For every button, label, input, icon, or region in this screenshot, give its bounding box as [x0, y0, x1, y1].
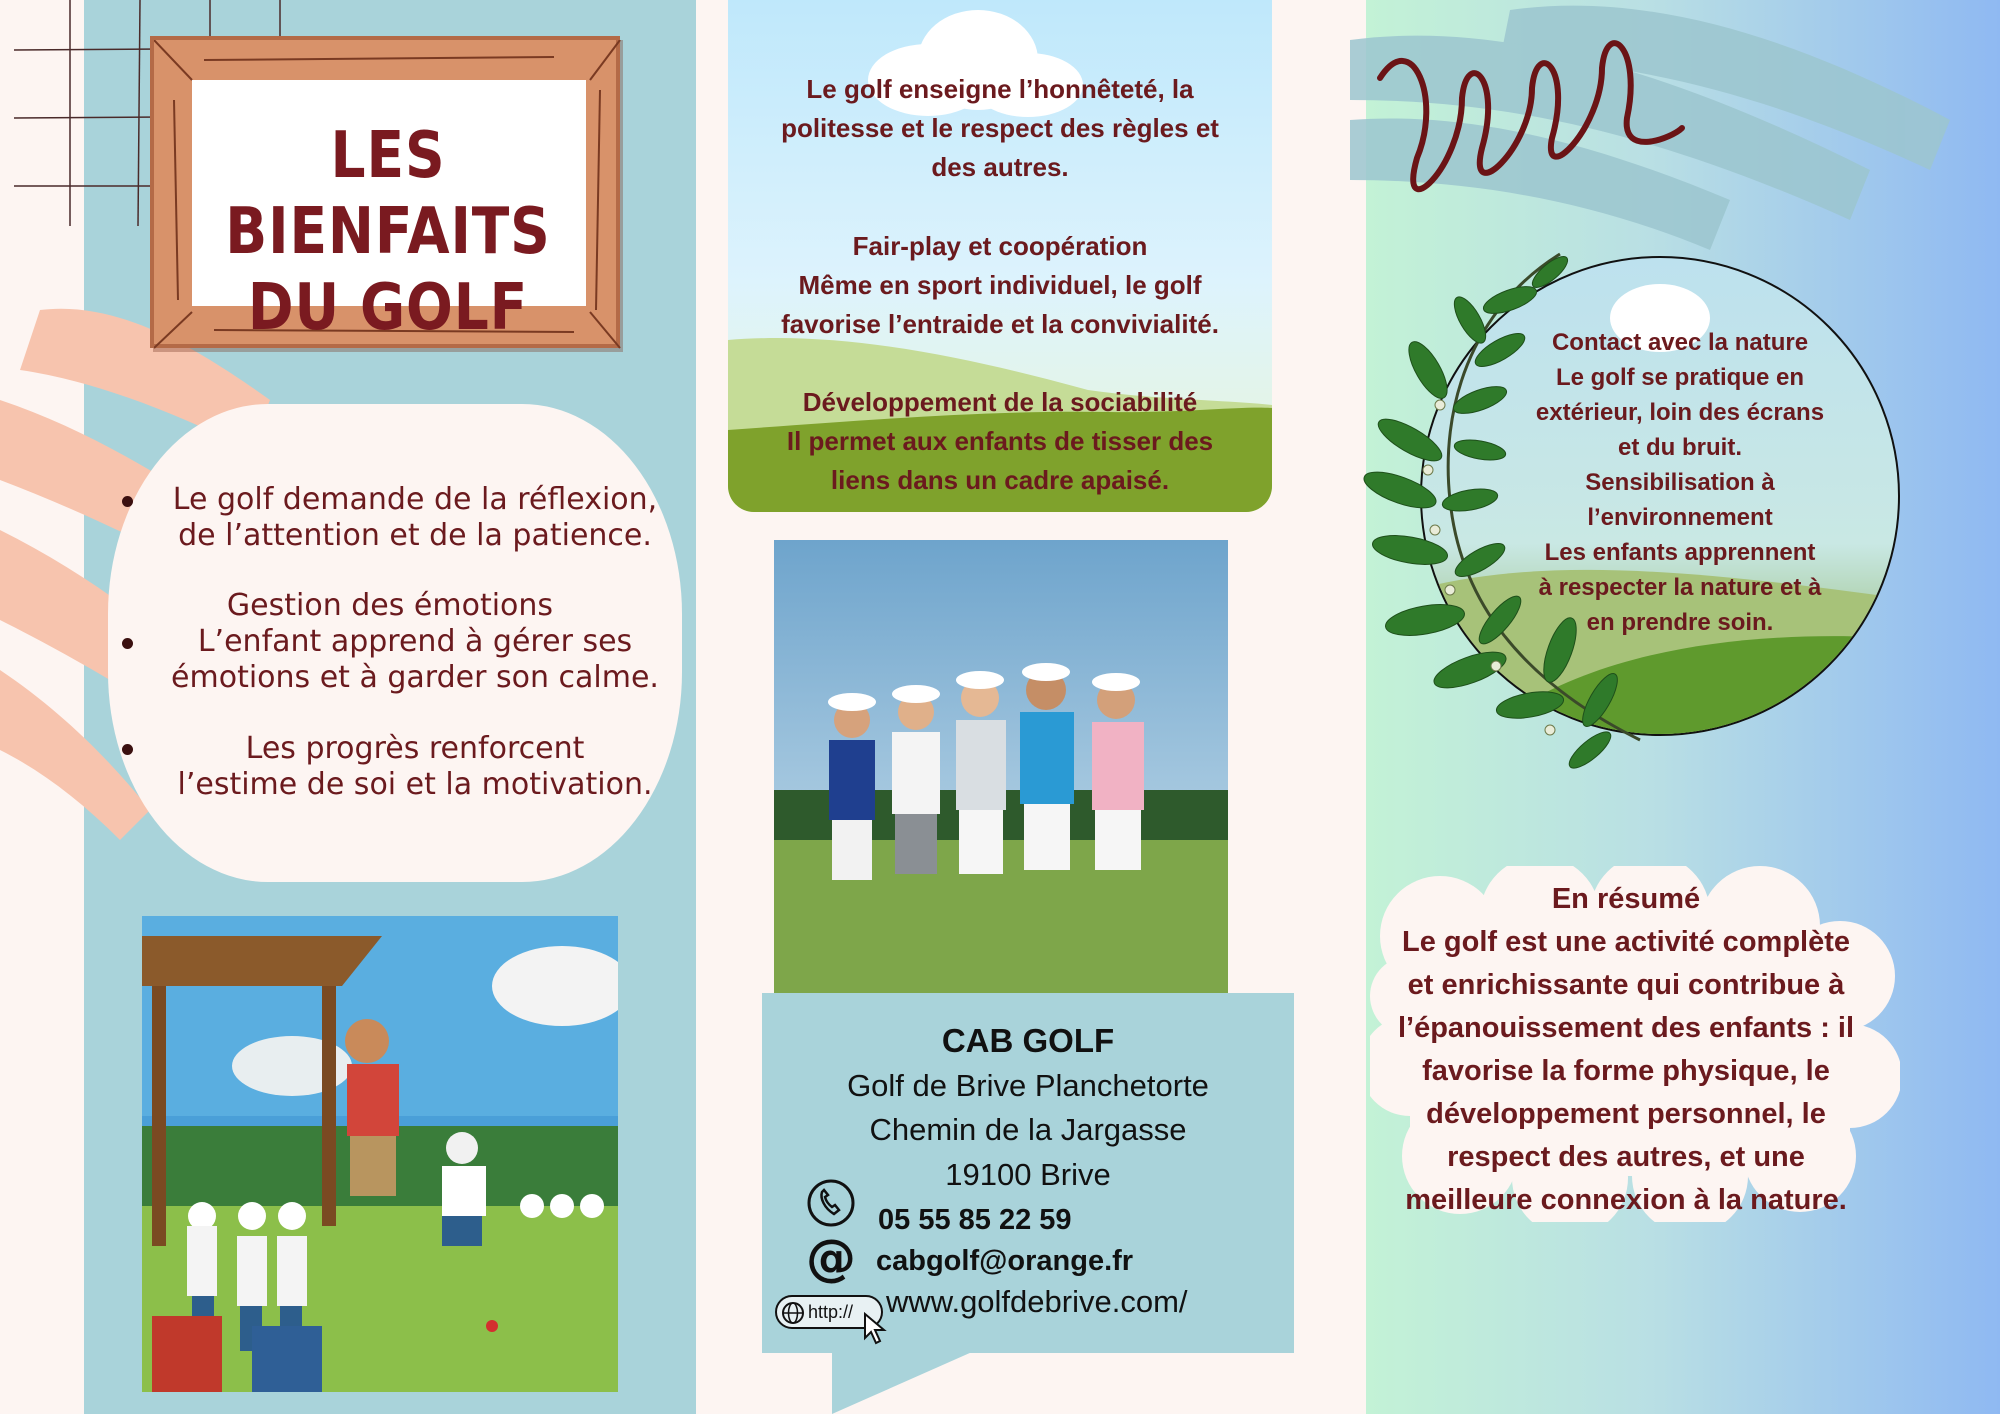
text-line: Le golf enseigne l’honnêteté, la	[806, 74, 1194, 104]
contact-street: Chemin de la Jargasse	[869, 1112, 1187, 1147]
text-line: à respecter la nature et à	[1538, 574, 1822, 601]
bullet-line: Le golf demande de la réflexion,	[172, 482, 658, 517]
bullet-emotions	[150, 624, 680, 696]
text-line: favorise l’entraide et la convivialité.	[781, 309, 1219, 339]
contact-email[interactable]: cabgolf@orange.fr	[876, 1245, 1134, 1277]
bullet-reflection	[150, 482, 680, 554]
text-line: l’épanouissement des enfants : il	[1397, 1012, 1855, 1044]
phone-icon	[806, 1178, 856, 1228]
kids-golf-lesson-illustration	[142, 916, 618, 1392]
text-heading: l’environnement	[1587, 504, 1773, 531]
email-at-icon: @	[806, 1229, 856, 1287]
web-badge-label: http://	[808, 1302, 854, 1322]
contact-name: CAB GOLF	[941, 1022, 1115, 1059]
text-line: politesse et le respect des règles et	[781, 113, 1219, 143]
contact-city: 19100 Brive	[945, 1157, 1111, 1192]
bullet-progress	[150, 731, 680, 803]
fairplay-paragraph	[728, 227, 1272, 344]
text-line: meilleure connexion à la nature.	[1405, 1184, 1847, 1216]
text-line: développement personnel, le	[1426, 1098, 1826, 1130]
kids-golfers-photo	[774, 540, 1228, 994]
bullet-dot	[122, 638, 133, 649]
contact-club: Golf de Brive Planchetorte	[847, 1068, 1209, 1103]
title-line-2: DU GOLF	[247, 271, 529, 345]
text-line: en prendre soin.	[1586, 609, 1774, 636]
text-heading: Développement de la sociabilité	[802, 387, 1198, 417]
bullet-line: L’enfant apprend à gérer ses	[197, 624, 633, 659]
text-line: Les enfants apprennent	[1544, 539, 1816, 566]
text-line: Il permet aux enfants de tisser des	[786, 426, 1214, 456]
text-line: Le golf se pratique en	[1555, 364, 1805, 391]
swirl-doodle	[1372, 18, 1702, 248]
text-line: extérieur, loin des écrans	[1535, 399, 1825, 426]
summary-text	[1370, 878, 1882, 1222]
text-line: liens dans un cadre apaisé.	[830, 465, 1170, 495]
bullet-line: émotions et à garder son calme.	[171, 660, 659, 695]
bullet-line: l’estime de soi et la motivation.	[177, 767, 653, 802]
text-line: respect des autres, et une	[1447, 1141, 1805, 1173]
honesty-paragraph	[728, 70, 1272, 187]
text-heading: Contact avec la nature	[1551, 329, 1809, 356]
bullet-line: de l’attention et de la patience.	[178, 518, 652, 553]
text-heading: Sensibilisation à	[1585, 469, 1775, 496]
bullet-line: Les progrès renforcent	[245, 731, 585, 766]
nature-text	[1510, 325, 1850, 640]
text-line: Même en sport individuel, le golf	[798, 270, 1202, 300]
contact-phone[interactable]: 05 55 85 22 59	[878, 1204, 1072, 1236]
text-line: et enrichissante qui contribue à	[1407, 969, 1845, 1001]
text-heading: En résumé	[1551, 883, 1701, 915]
bullet-dot	[122, 744, 133, 755]
page-title	[216, 118, 560, 346]
sociability-paragraph	[728, 383, 1272, 500]
emotions-heading: Gestion des émotions	[226, 588, 554, 623]
globe-icon	[781, 1301, 805, 1325]
text-line: des autres.	[931, 152, 1069, 182]
title-line-1: LES BIENFAITS	[225, 119, 551, 269]
text-line: favorise la forme physique, le	[1422, 1055, 1830, 1087]
contact-website[interactable]: www.golfdebrive.com/	[886, 1284, 1188, 1319]
text-heading: Fair-play et coopération	[852, 231, 1148, 261]
bullet-dot	[122, 496, 133, 507]
text-line: et du bruit.	[1618, 434, 1742, 461]
text-line: Le golf est une activité complète	[1402, 926, 1850, 958]
